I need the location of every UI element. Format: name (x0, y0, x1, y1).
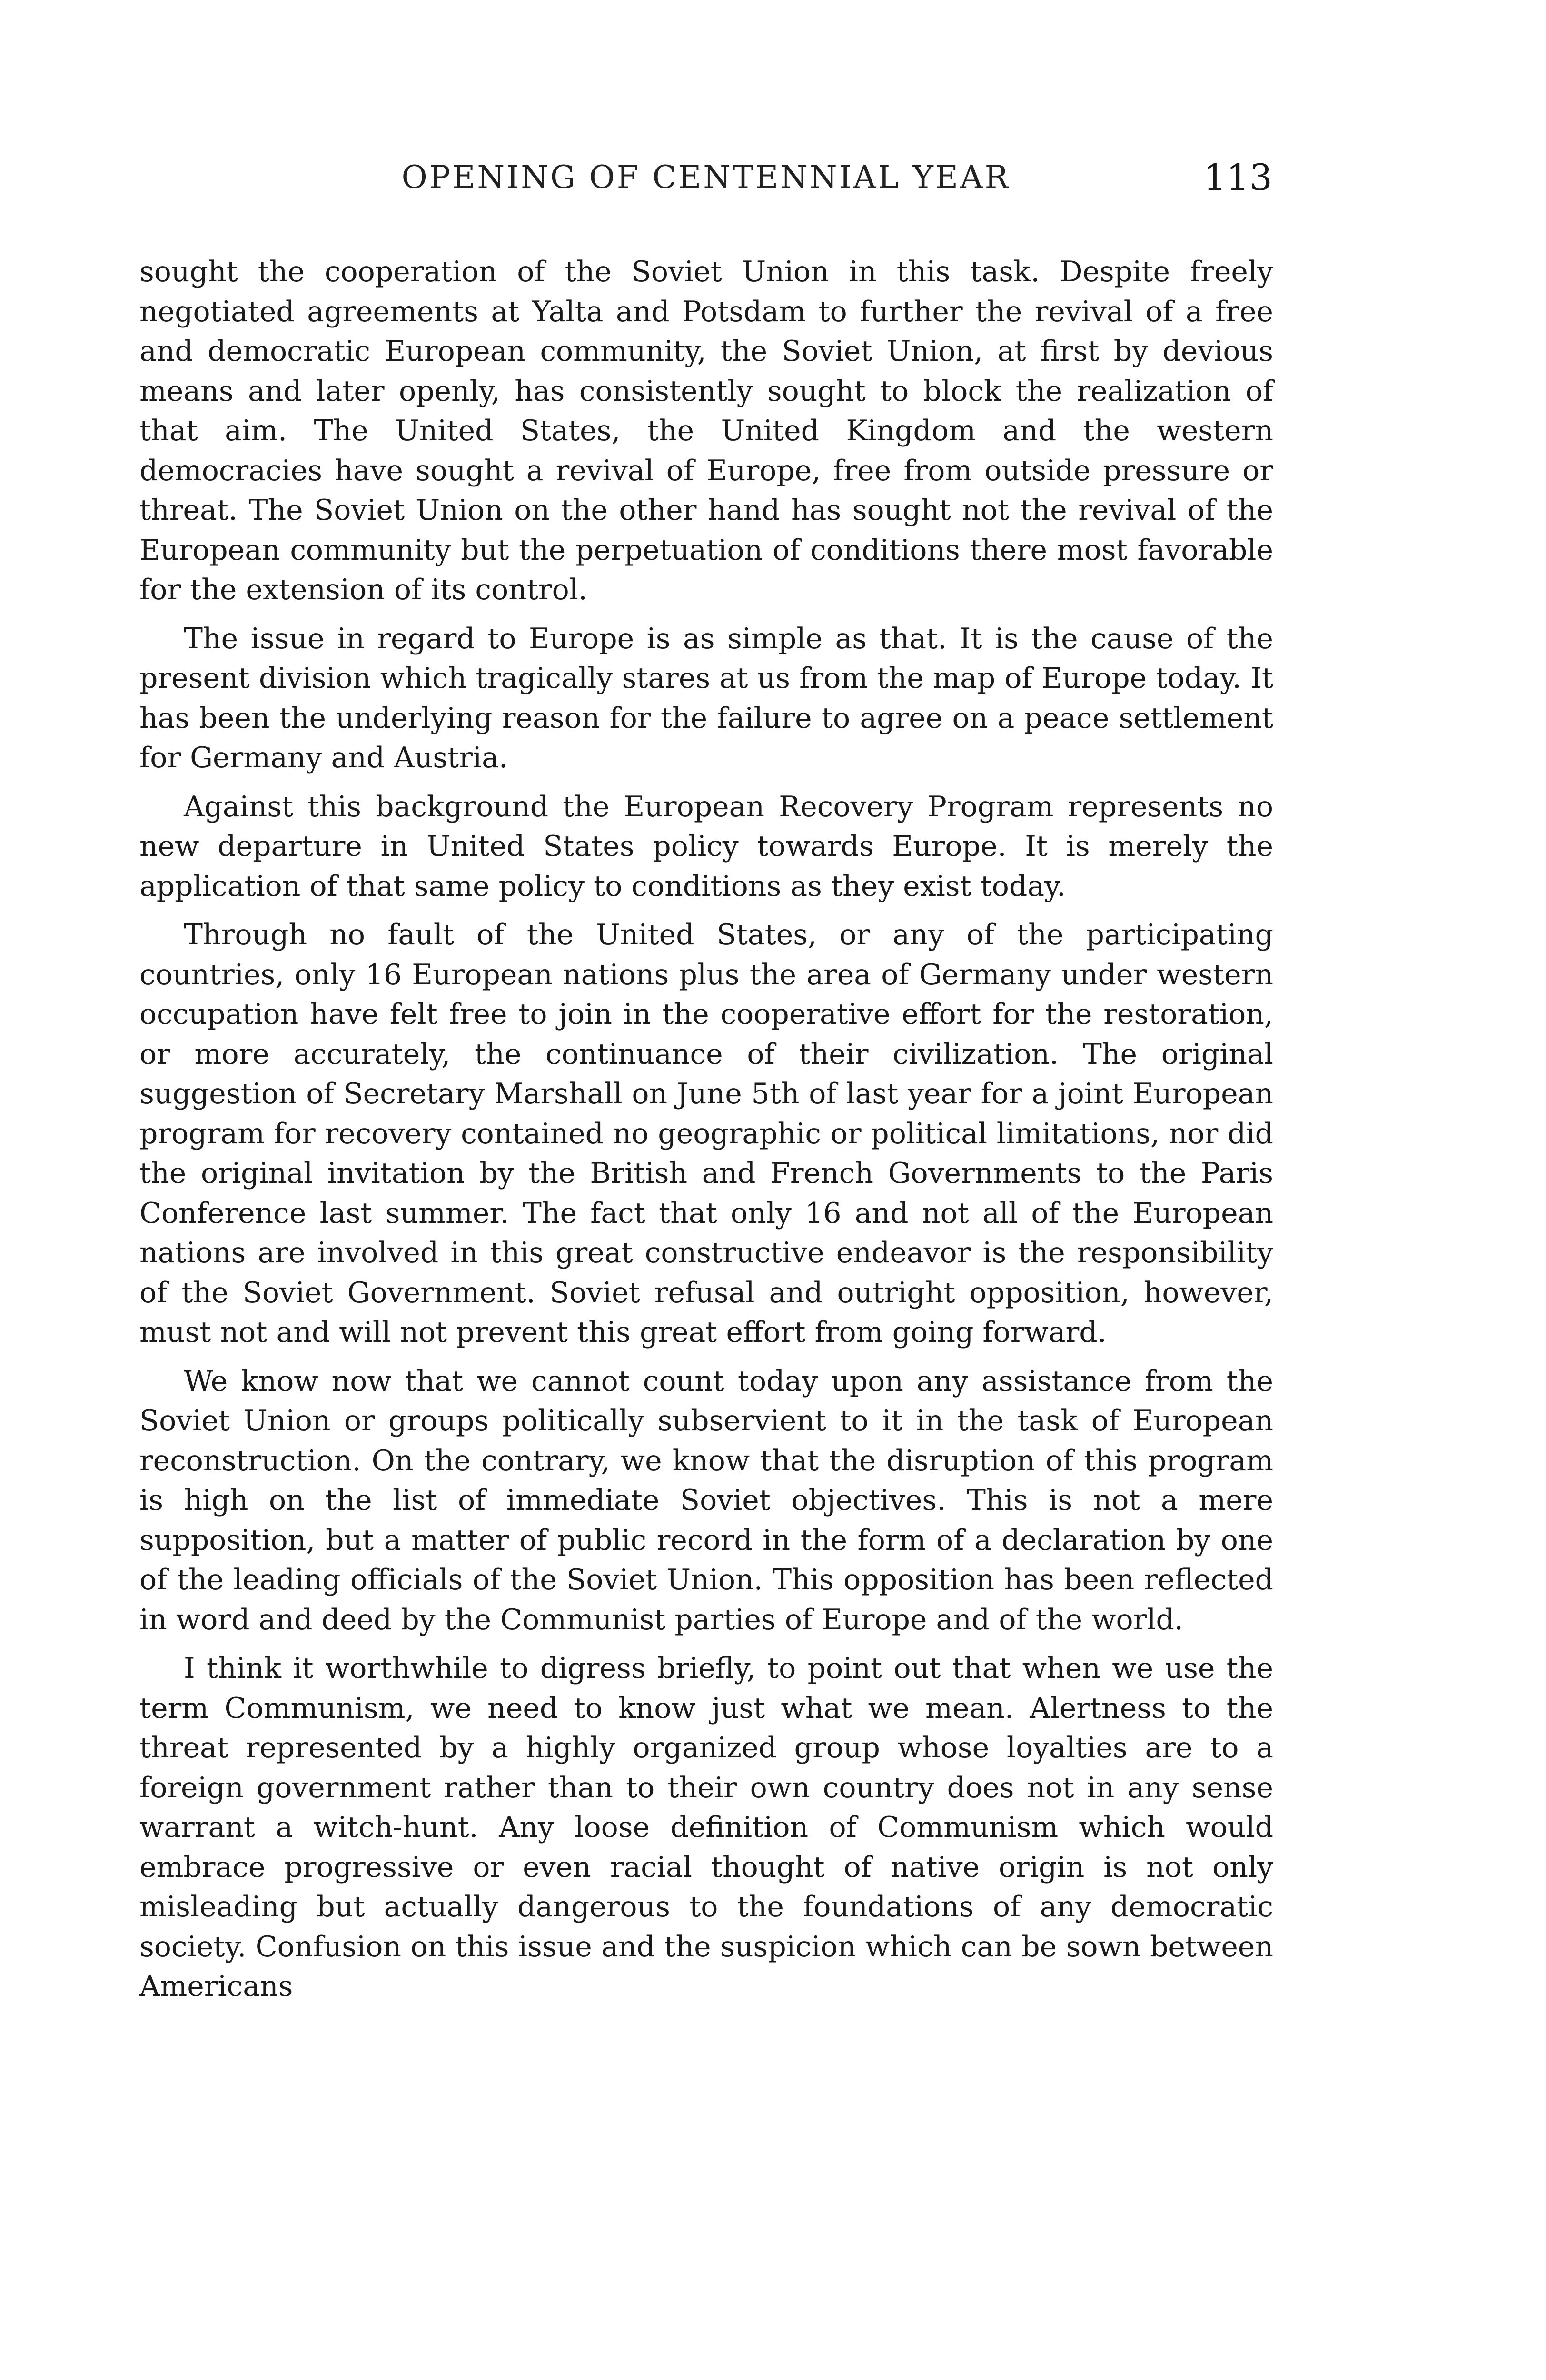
paragraph-continued: sought the cooperation of the Soviet Union in this task. Despite freely negotiated agreements at Yalta and Potsdam to further the revival of a free and democratic European community, the Soviet Union, at first by devious means and later openly, has consistently sought to block the realization of that aim. The United States, the United Kingdom and the western democracies have sought a revival of Europe, free from outside pressure or threat. The Soviet Union on the other hand has sought not the revival of the European community but the perpetuation of conditions there most favorable for the extension of its control. (139, 255, 1273, 606)
paragraph: We know now that we cannot count today upon any assistance from the Soviet Union or groups politically subservient to it in the task of European reconstruction. On the contrary, we know that the disruption of this program is high on the list of immediate Soviet objectives. This is not a mere supposition, but a matter of public record in the form of a declaration by one of the leading officials of the Soviet Union. This opposition has been reflected in word and deed by the Communist parties of Europe and of the world. (139, 1364, 1273, 1636)
paragraph: Against this background the European Recovery Program represents no new departure in United States policy towards Europe. It is merely the application of that same policy to conditions as they exist today. (139, 790, 1273, 903)
running-head (139, 151, 1272, 204)
paragraph: I think it worthwhile to digress briefly, to point out that when we use the term Communism, we need to know just what we mean. Alertness to the threat represented by a highly organized group whose loyalties are to a foreign government rather than to their own country does not in any sense warrant a witch-hunt. Any loose definition of Communism which would embrace progressive or even racial thought of native origin is not only misleading but actually dangerous to the foundations of any democratic society. Confusion on this issue and the suspicion which can be sown between Americans (139, 1652, 1273, 2003)
body-text (139, 252, 1273, 2016)
paragraph: Through no fault of the United States, or any of the participating countries, only 16 European nations plus the area of Germany under western occupation have felt free to join in the cooperative effort for the restoration, or more accurately, the continuance of their civilization. The original suggestion of Secretary Marshall on June 5th of last year for a joint European program for recovery contained no geographic or political limitations, nor did the original invitation by the British and French Governments to the Paris Conference last summer. The fact that only 16 and not all of the European nations are involved in this great constructive endeavor is the responsibility of the Soviet Government. Soviet refusal and outright opposition, however, must not and will not prevent this great effort from going forward. (139, 918, 1273, 1349)
page-number: 113 (1203, 156, 1272, 198)
running-title: OPENING OF CENTENNIAL YEAR (401, 159, 1011, 196)
paragraph: The issue in regard to Europe is as simple as that. It is the cause of the present division which tragically stares at us from the map of Europe today. It has been the underlying reason for the failure to agree on a peace settlement for Germany and Austria. (139, 622, 1273, 774)
